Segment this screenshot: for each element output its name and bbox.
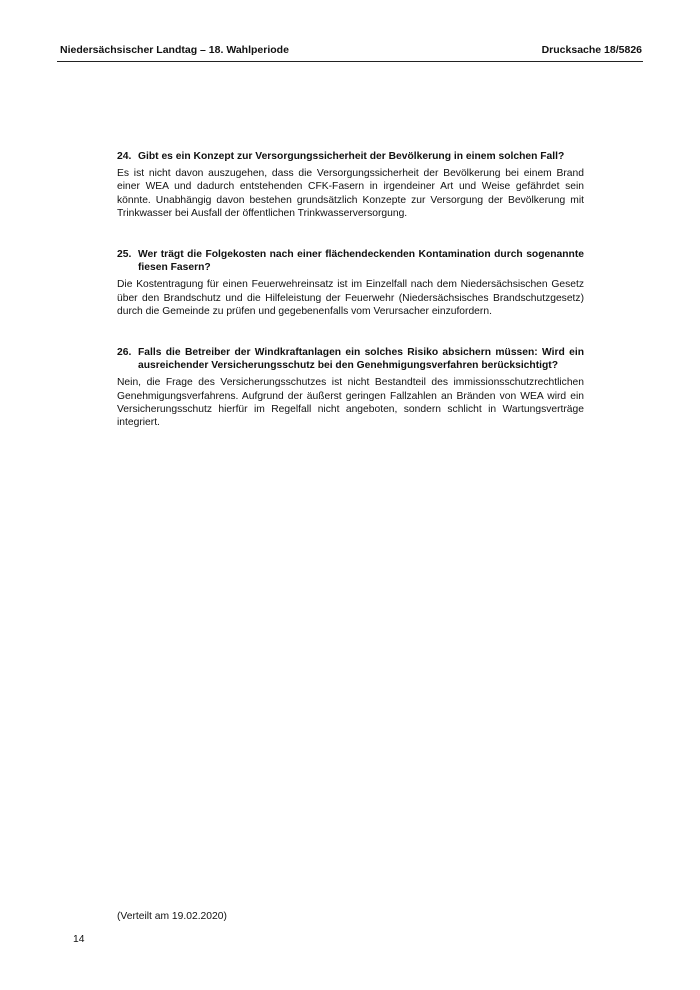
page-header xyxy=(57,41,643,62)
question xyxy=(117,150,584,163)
question-text: Falls die Betreiber der Windkraftanlagen ein solches Risiko absichern müssen: Wird ein ausreichender Versicherungsschutz bei den Genehmigungsverfahren berücksichtigt? xyxy=(138,347,584,372)
question-number: 26. xyxy=(117,347,132,359)
qa-item-25 xyxy=(117,248,584,318)
qa-item-26 xyxy=(117,346,584,429)
header-parliament: Niedersächsischer Landtag – 18. Wahlperiode xyxy=(60,44,289,56)
answer-text: Die Kostentragung für einen Feuerwehreinsatz ist im Einzelfall nach dem Niedersächsischen Gesetz über den Brandschutz und die Hilfeleistung der Feuerwehr (Niedersächsisches Brandschutzgesetz) durch die Gemeinde zu prüfen und gegebenenfalls vom Verursacher einzufordern. xyxy=(117,279,584,317)
question xyxy=(117,346,584,372)
distribution-date: (Verteilt am 19.02.2020) xyxy=(117,911,227,922)
question-number: 24. xyxy=(117,151,132,162)
question-text: Wer trägt die Folgekosten nach einer flächendeckenden Kontamination durch sogenannte fiesen Fasern? xyxy=(138,249,584,274)
question xyxy=(117,248,584,274)
page-number: 14 xyxy=(73,934,85,945)
header-document-number: Drucksache 18/5826 xyxy=(541,44,642,56)
question-number: 25. xyxy=(117,249,132,261)
answer-text: Nein, die Frage des Versicherungsschutzes ist nicht Bestandteil des immissionsschutzrechtlichen Genehmigungsverfahrens. Aufgrund der äußerst geringen Fallzahlen an Bränden von WEA wird ein Versicherungsschutz hierfür im Regelfall nicht angeboten, sondern schlicht in Wartungsverträge integriert. xyxy=(117,377,584,429)
question-text: Gibt es ein Konzept zur Versorgungssicherheit der Bevölkerung in einem solchen Fall? xyxy=(138,151,565,162)
document-body xyxy=(117,150,584,457)
qa-item-24 xyxy=(117,150,584,220)
answer-text: Es ist nicht davon auszugehen, dass die Versorgungssicherheit der Bevölkerung bei einem Brand einer WEA und dadurch entstehenden CFK-Fasern in irgendeiner Art und Weise gefährdet sein könnte. Unabhängig davon bestehen grundsätzlich Konzepte zur Versorgung der Bevölkerung mit Trinkwasser bei Ausfall der öffentlichen Trinkwasserversorgung. xyxy=(117,168,584,219)
